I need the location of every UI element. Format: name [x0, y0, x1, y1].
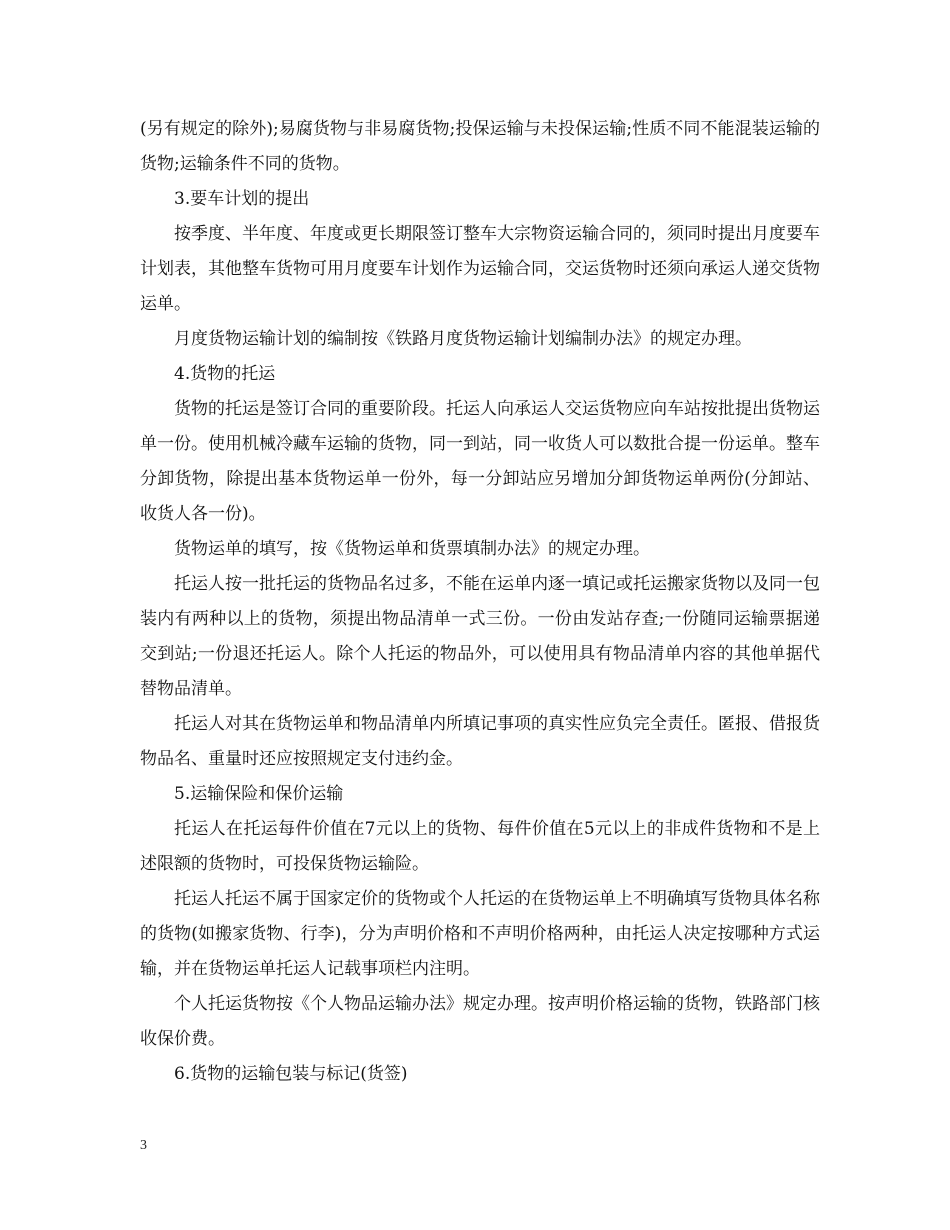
- section-heading-4: 4.货物的托运: [174, 364, 276, 384]
- paragraph-10: 个人托运货物按《个人物品运输办法》规定办理。按声明价格运输的货物，铁路部门核收保价费。: [140, 994, 820, 1049]
- section-heading-3: 3.要车计划的提出: [174, 189, 310, 209]
- paragraph-3: 月度货物运输计划的编制按《铁路月度货物运输计划编制办法》的规定办理。: [174, 329, 752, 349]
- paragraph-4: 货物的托运是签订合同的重要阶段。托运人向承运人交运货物应向车站按批提出货物运单一份。使用机械冷藏车运输的货物，同一到站，同一收货人可以数批合提一份运单。整车分卸货物，除提出基本货物运单一份外，每一分卸站应另增加分卸货物运单两份(分卸站、收货人各一份)。: [140, 399, 820, 524]
- paragraph-2: 按季度、半年度、年度或更长期限签订整车大宗物资运输合同的，须同时提出月度要车计划表，其他整车货物可用月度要车计划作为运输合同，交运货物时还须向承运人递交货物运单。: [140, 224, 820, 314]
- section-heading-5: 5.运输保险和保价运输: [174, 784, 344, 804]
- page-number: 3: [140, 1138, 147, 1153]
- section-heading-6: 6.货物的运输包装与标记(货签): [174, 1064, 408, 1084]
- paragraph-8: 托运人在托运每件价值在7元以上的货物、每件价值在5元以上的非成件货物和不是上述限额的货物时，可投保货物运输险。: [140, 819, 820, 874]
- paragraph-7: 托运人对其在货物运单和物品清单内所填记事项的真实性应负完全责任。匿报、借报货物品名、重量时还应按照规定支付违约金。: [140, 714, 820, 769]
- paragraph-1: (另有规定的除外);易腐货物与非易腐货物;投保运输与未投保运输;性质不同不能混装运输的货物;运输条件不同的货物。: [140, 119, 820, 174]
- document-body: [140, 112, 820, 1092]
- paragraph-5: 货物运单的填写，按《货物运单和货票填制办法》的规定办理。: [174, 539, 650, 559]
- paragraph-6: 托运人按一批托运的货物品名过多，不能在运单内逐一填记或托运搬家货物以及同一包装内有两种以上的货物，须提出物品清单一式三份。一份由发站存查;一份随同运输票据递交到站;一份退还托运人。除个人托运的物品外，可以使用具有物品清单内容的其他单据代替物品清单。: [140, 574, 820, 699]
- paragraph-9: 托运人托运不属于国家定价的货物或个人托运的在货物运单上不明确填写货物具体名称的货物(如搬家货物、行李)，分为声明价格和不声明价格两种，由托运人决定按哪种方式运输，并在货物运单托运人记载事项栏内注明。: [140, 889, 820, 979]
